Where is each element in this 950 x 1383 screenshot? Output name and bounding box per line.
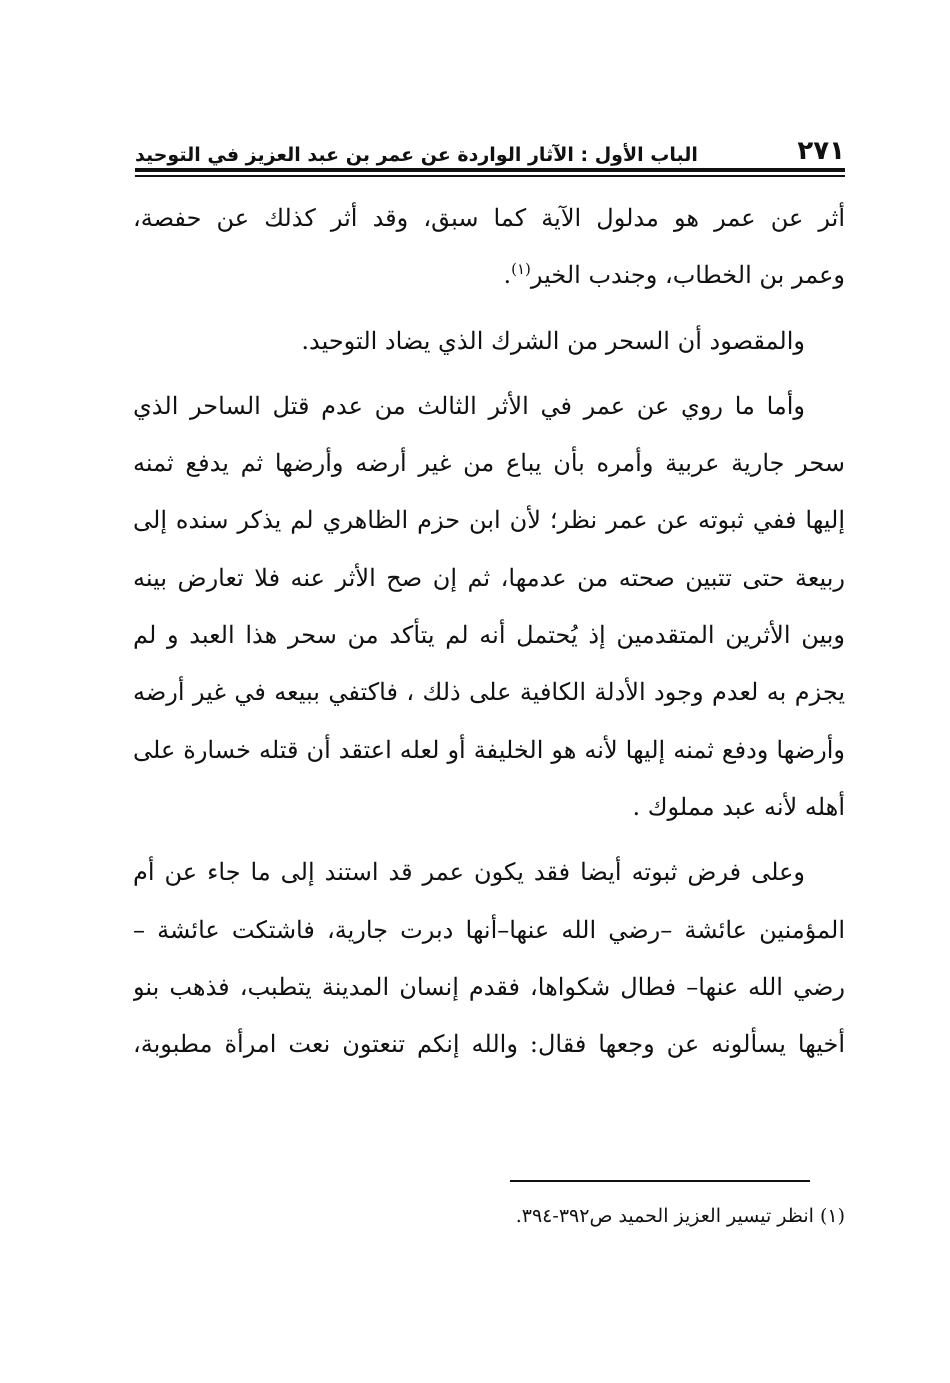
text-line: ربيعة حتى تتبين صحته من عدمها، ثم إن صح الأثر عنه فلا تعارض بينه	[133, 563, 845, 592]
header-rule-thick	[135, 168, 845, 172]
text-line: إليها ففي ثبوته عن عمر نظر؛ لأن ابن حزم الظاهري لم يذكر سنده إلى	[133, 506, 845, 535]
page-header	[135, 130, 845, 166]
text-line: المؤمنين عائشة –رضي الله عنها–أنها دبرت جارية، فاشتكت عائشة –	[133, 915, 845, 944]
paragraph-gap	[133, 305, 845, 313]
footnote-marker: (١)	[511, 260, 531, 279]
header-rule-thin	[135, 175, 845, 177]
text-line: وأرضها ودفع ثمنه إليها لأنه هو الخليفة أو لعله اعتقد أن قتله خسارة على	[133, 735, 845, 764]
paragraph-gap	[133, 836, 845, 844]
text-line: يجزم به لعدم وجود الأدلة الكافية على ذلك ، فاكتفي ببيعه في غير أرضه	[133, 678, 845, 707]
page-number: ٢٧١	[797, 136, 845, 166]
text-line: سحر جارية عربية وأمره بأن يباع من غير أرضه وأرضها ثم يدفع ثمنه	[133, 449, 845, 478]
text-line: أثر عن عمر هو مدلول الآية كما سبق، وقد أثر كذلك عن حفصة،	[133, 204, 845, 232]
sentence-end: .	[503, 261, 512, 290]
text-line: والمقصود أن السحر من الشرك الذي يضاد التوحيد.	[301, 326, 805, 355]
footnote: (١) انظر تيسير العزيز الحميد ص٣٩٢-٣٩٤.	[515, 1205, 845, 1227]
footnote-separator	[510, 1180, 810, 1182]
paragraph-gap	[133, 370, 845, 378]
text-line: أخيها يسألونه عن وجعها فقال: والله إنكم تنعتون نعت امرأة مطبوبة،	[133, 1030, 845, 1059]
text-line: وأما ما روي عن عمر في الأثر الثالث من عدم قتل الساحر الذي	[133, 391, 805, 420]
text-line: أهله لأنه عبد مملوك .	[632, 792, 845, 821]
text-line: وبين الأثرين المتقدمين إذ يُحتمل أنه لم يتأكد من سحر هذا العبد و لم	[133, 621, 845, 650]
main-text	[133, 190, 845, 1073]
text-line-content: وعمر بن الخطاب، وجندب الخير	[530, 261, 845, 290]
text-line: وعلى فرض ثبوته أيضا فقد يكون عمر قد استند إلى ما جاء عن أم	[133, 858, 805, 887]
text-line: رضي الله عنها– فطال شكواها، فقدم إنسان المدينة يتطبب، فذهب بنو	[133, 972, 845, 1001]
running-title: الباب الأول : الآثار الواردة عن عمر بن عبد العزيز في التوحيد	[135, 144, 698, 166]
text-line	[133, 247, 845, 304]
